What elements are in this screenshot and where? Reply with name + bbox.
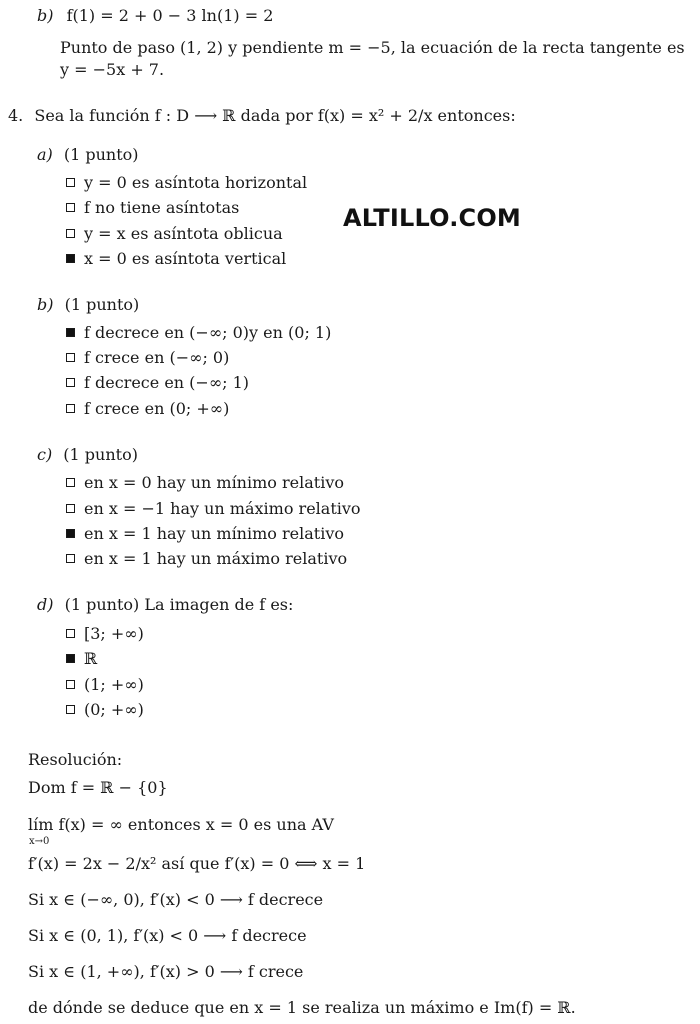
- limit-subscript: x→0: [29, 836, 50, 847]
- question-number: 4.: [8, 106, 24, 125]
- option-text: y = x es asíntota oblicua: [84, 224, 283, 243]
- checkbox-empty-icon[interactable]: [66, 705, 75, 714]
- option-text: f crece en (0; +∞): [84, 399, 230, 418]
- part-b-label: b): [37, 295, 54, 314]
- checkbox-filled-icon[interactable]: [66, 254, 75, 263]
- checkbox-filled-icon[interactable]: [66, 328, 75, 337]
- option-c4[interactable]: [66, 549, 347, 569]
- checkbox-empty-icon[interactable]: [66, 404, 75, 413]
- checkbox-empty-icon[interactable]: [66, 680, 75, 689]
- part-a-label: a): [37, 145, 53, 164]
- checkbox-empty-icon[interactable]: [66, 478, 75, 487]
- part-c-title: (1 punto): [63, 445, 138, 464]
- resolution-title: Resolución:: [28, 750, 123, 769]
- option-text: (1; +∞): [84, 675, 144, 694]
- conclusion-line: de dónde se deduce que en x = 1 se realiza un máximo e Im(f) = ℝ.: [28, 998, 576, 1017]
- part-b-title: (1 punto): [64, 295, 140, 314]
- prev-text-line2: y = −5x + 7.: [60, 60, 165, 79]
- option-c2[interactable]: [66, 499, 361, 519]
- part-a-title: (1 punto): [63, 145, 139, 164]
- prev-label: b): [37, 6, 54, 25]
- part-d-header: [37, 595, 293, 615]
- watermark-logo: ALTILLO.COM: [343, 204, 522, 232]
- option-b4[interactable]: [66, 399, 229, 419]
- question-4: [8, 106, 516, 126]
- option-text: f decrece en (−∞; 0)y en (0; 1): [84, 323, 332, 342]
- option-text: [3; +∞): [84, 624, 144, 643]
- prev-equation: f(1) = 2 + 0 − 3 ln(1) = 2: [66, 6, 274, 25]
- option-text: y = 0 es asíntota horizontal: [84, 173, 308, 192]
- checkbox-empty-icon[interactable]: [66, 554, 75, 563]
- option-text: en x = 0 hay un mínimo relativo: [84, 473, 344, 492]
- option-text: (0; +∞): [84, 700, 144, 719]
- part-b-header: [37, 295, 139, 315]
- part-d-title: (1 punto) La imagen de f es:: [64, 595, 294, 614]
- option-d4[interactable]: [66, 700, 144, 720]
- prev-text-line1: Punto de paso (1, 2) y pendiente m = −5, la ecuación de la recta tangente es: [60, 38, 685, 57]
- option-a1[interactable]: [66, 173, 307, 193]
- option-text: en x = 1 hay un máximo relativo: [84, 549, 348, 568]
- checkbox-empty-icon[interactable]: [66, 378, 75, 387]
- checkbox-empty-icon[interactable]: [66, 629, 75, 638]
- sign-line-3: Si x ∈ (1, +∞), f′(x) > 0 ⟶ f crece: [28, 962, 304, 981]
- option-c1[interactable]: [66, 473, 344, 493]
- limit-line: [28, 815, 334, 847]
- option-b2[interactable]: [66, 348, 229, 368]
- option-d2[interactable]: [66, 649, 97, 669]
- checkbox-filled-icon[interactable]: [66, 529, 75, 538]
- option-a3[interactable]: [66, 224, 283, 244]
- domain-line: Dom f = ℝ − {0}: [28, 778, 168, 797]
- option-b1[interactable]: [66, 323, 331, 343]
- checkbox-empty-icon[interactable]: [66, 229, 75, 238]
- checkbox-empty-icon[interactable]: [66, 504, 75, 513]
- option-text: f crece en (−∞; 0): [84, 348, 230, 367]
- option-b3[interactable]: [66, 373, 249, 393]
- option-text: f no tiene asíntotas: [84, 198, 240, 217]
- sign-line-2: Si x ∈ (0, 1), f′(x) < 0 ⟶ f decrece: [28, 926, 307, 945]
- option-text: ℝ: [84, 649, 98, 668]
- checkbox-empty-icon[interactable]: [66, 178, 75, 187]
- sign-line-1: Si x ∈ (−∞, 0), f′(x) < 0 ⟶ f decrece: [28, 890, 324, 909]
- derivative-line: f′(x) = 2x − 2/x² así que f′(x) = 0 ⟺ x = 1: [28, 854, 366, 873]
- checkbox-filled-icon[interactable]: [66, 654, 75, 663]
- part-d-label: d): [37, 595, 54, 614]
- option-d3[interactable]: [66, 675, 144, 695]
- part-c-label: c): [37, 445, 53, 464]
- checkbox-empty-icon[interactable]: [66, 203, 75, 212]
- prev-item: [37, 6, 273, 26]
- option-text: x = 0 es asíntota vertical: [84, 249, 287, 268]
- option-a2[interactable]: [66, 198, 239, 218]
- option-a4[interactable]: [66, 249, 286, 269]
- part-c-header: [37, 445, 138, 465]
- option-c3[interactable]: [66, 524, 344, 544]
- option-text: en x = 1 hay un mínimo relativo: [84, 524, 344, 543]
- option-d1[interactable]: [66, 624, 144, 644]
- question-stem: Sea la función f : D ⟶ ℝ dada por f(x) = x² + 2/x entonces:: [34, 106, 516, 125]
- limit-text: lím f(x) = ∞ entonces x = 0 es una AV: [28, 815, 334, 834]
- option-text: en x = −1 hay un máximo relativo: [84, 499, 361, 518]
- part-a-header: [37, 145, 139, 165]
- checkbox-empty-icon[interactable]: [66, 353, 75, 362]
- option-text: f decrece en (−∞; 1): [84, 373, 250, 392]
